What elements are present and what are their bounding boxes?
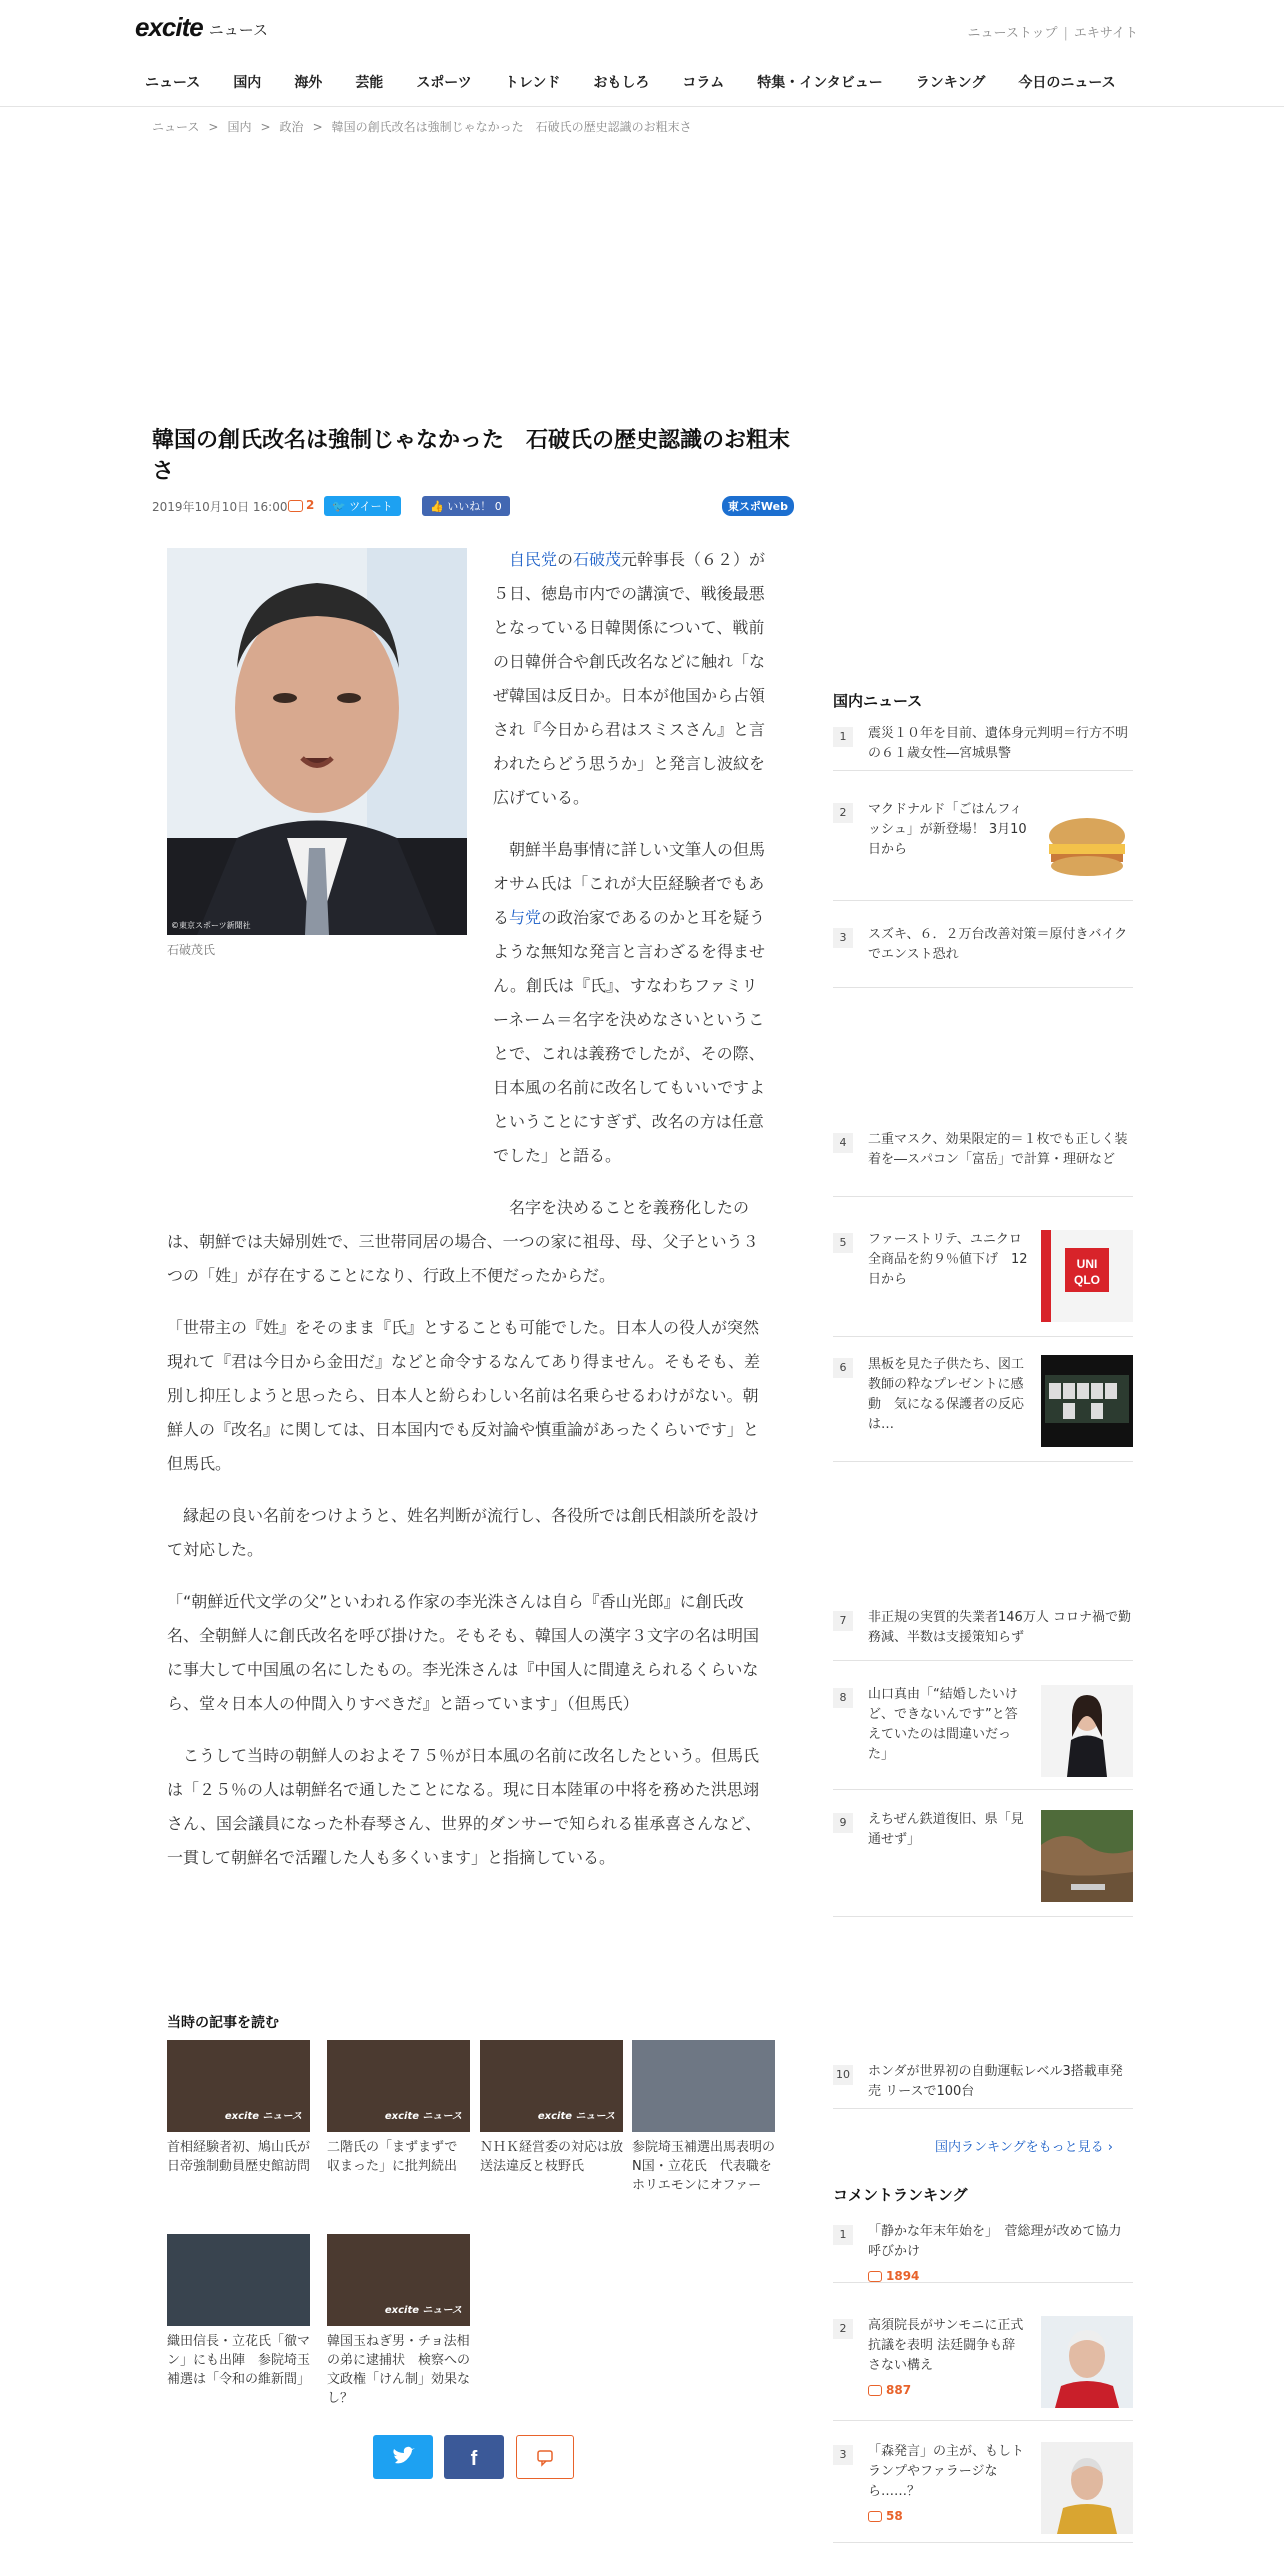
comment-icon [868,2385,882,2396]
article-paragraph: 「“朝鮮近代文学の父”といわれる作家の李光洙さんは自ら『香山光郎』に創氏改名、全朝鮮人に創氏改名を呼び掛けた。そもそも、韓国人の漢字３文字の名は明国に事大して中国風の名にしたもの。李光洙さんは『中国人に間違えられるくらいなら、堂々日本人の仲間入りすべきだ』と語っています」（但馬氏） [167,1592,760,1713]
breadcrumb-current: 韓国の創氏改名は強制じゃなかった 石破氏の歴史認識のお粗末さ [331,120,692,134]
comment-count: 58 [868,2506,1028,2526]
breadcrumb: ニュース > 国内 > 政治 > 韓国の創氏改名は強制じゃなかった 石破氏の歴史認識のお粗末さ [152,120,692,134]
related-thumb: excite ニュース [480,2040,623,2132]
related-card[interactable]: excite ニュース 首相経験者初、鳩山氏が日帝強制動員歴史館訪問 [167,2040,310,2176]
domestic-rank-item[interactable]: 3 スズキ、６．２万台改善対策＝原付きバイクでエンスト恐れ [833,925,1133,988]
nav-entertainment[interactable]: 芸能 [355,75,384,91]
ldp-link[interactable]: 自民党 [509,550,558,569]
domestic-news-title: 国内ニュース [833,692,923,710]
domestic-rank-item[interactable]: 6 黒板を見た子供たち、図工教師の粋なプレゼントに感動 気になる保護者の反応は… [833,1355,1133,1462]
domestic-rank-item[interactable]: 10 ホンダが世界初の自動運転レベル3搭載車発売 リースで100台 [833,2062,1133,2109]
article-paragraph: 縁起の良い名前をつけようと、姓名判断が流行し、各役所では創氏相談所を設けて対応した。 [167,1506,760,1559]
nav-today[interactable]: 今日のニュース [1018,75,1116,91]
related-card[interactable]: excite ニュース 二階氏の「まずまずで収まった」に批判続出 [327,2040,470,2176]
related-card[interactable]: 参院埼玉補選出馬表明のN国・立花氏 代表職をホリエモンにオファー [632,2040,775,2195]
related-thumb [167,2234,310,2326]
related-card[interactable]: 織田信長・立花氏「徹マン」にも出陣 参院埼玉補選は「令和の維新間」 [167,2234,310,2389]
blackboard-thumb [1041,1355,1133,1447]
landslide-thumb [1041,1810,1133,1902]
related-title: 当時の記事を読む [167,2015,279,2031]
twitter-icon [373,2435,433,2479]
ruling-party-link[interactable]: 与党 [509,908,542,927]
nav-funny[interactable]: おもしろ [593,75,650,91]
breadcrumb-item[interactable]: 政治 [279,120,304,134]
twitter-icon: 🐦 [332,500,346,513]
article-meta [152,496,794,516]
comment-count: 1894 [868,2266,1133,2286]
article-title: 韓国の創氏改名は強制じゃなかった 石破氏の歴史認識のお粗末さ [152,428,791,484]
source-badge[interactable]: 東スポWeb [722,496,794,516]
global-nav [145,72,1149,92]
comment-icon [868,2511,882,2522]
comment-ranking-title: コメントランキング [833,2186,968,2204]
domestic-rank-item[interactable]: 2 マクドナルド「ごはんフィッシュ」が新登場！ 3月10日から [833,800,1133,901]
header-links: ニューストップ | エキサイト [967,26,1138,41]
excite-logo: excite [135,12,203,42]
site-header [0,0,1284,107]
like-button[interactable]: 👍 いいね！ 0 [422,496,510,516]
article-paragraph: 朝鮮半島事情に詳しい文筆人の但馬オサム氏は「これが大臣経験者でもある与党の政治家であるのかと耳を疑うような無知な発言と言わざるを得ません。創氏は『氏』、すなわちファミリーネーム＝名字を決めなさいということで、これは義務でしたが、その際、日本風の名前に改名してもいいですよということにすぎず、改名の方は任意でした」と語る。 [493,840,766,1165]
share-twitter-button[interactable] [373,2435,433,2479]
svg-text:QLO: QLO [1074,1273,1100,1287]
thumbs-up-icon: 👍 [430,500,444,513]
photo-caption: 石破茂氏 [167,943,216,957]
burger-thumb [1041,800,1133,892]
comment-icon [868,2271,882,2282]
nav-column[interactable]: コラム [682,75,725,91]
comment-rank-item[interactable]: 1 「静かな年末年始を」 菅総理が改めて協力呼びかけ 1894 [833,2222,1133,2283]
comment-count: 887 [868,2380,1028,2400]
breadcrumb-item[interactable]: 国内 [227,120,252,134]
comment-rank-item[interactable]: 2 高須院長がサンモニに正式抗議を表明 法廷闘争も辞さない構え 887 [833,2316,1133,2421]
facebook-icon [444,2435,504,2479]
domestic-more-link[interactable]: 国内ランキングをもっと見る › [935,2140,1113,2155]
chevron-right-icon: › [1107,2140,1113,2155]
tweet-button[interactable]: 🐦 ツイート [324,496,401,516]
nav-trend[interactable]: トレンド [504,75,561,91]
nav-domestic[interactable]: 国内 [233,75,262,91]
person-thumb [1041,2316,1133,2408]
domestic-rank-item[interactable]: 1 震災１０年を目前、遺体身元判明＝行方不明の６１歳女性―宮城県警 [833,724,1133,771]
svg-text:f: f [470,2448,478,2470]
nav-sports[interactable]: スポーツ [416,75,472,91]
related-thumb: excite ニュース [327,2234,470,2326]
photo-spacer [167,543,493,1203]
nav-feature[interactable]: 特集・インタビュー [757,75,883,91]
svg-text:UNI: UNI [1076,1257,1098,1271]
site-logo[interactable] [135,12,268,43]
domestic-rank-item[interactable]: 5 ファーストリテ、ユニクロ全商品を約９％値下げ 12日から UNI QLO [833,1230,1133,1337]
uniqlo-thumb [1041,1230,1133,1322]
domestic-rank-item[interactable]: 7 非正規の実質的失業者146万人 コロナ禍で勤務減、半数は支援策知らず [833,1608,1133,1661]
breadcrumb-item[interactable]: ニュース [152,120,200,134]
related-card[interactable]: excite ニュース 韓国玉ねぎ男・チョ法相の弟に逮捕状 検察への文政権「けん制」効果なし？ [327,2234,470,2408]
related-card[interactable]: excite ニュース ＮＨＫ経営委の対応は放送法違反と枝野氏 [480,2040,623,2176]
article-paragraph: 自民党の石破茂元幹事長（６２）が５日、徳島市内での講演で、戦後最悪となっている日韓関係について、戦前の日韓併合や創氏改名などに触れ「なぜ韓国は反日か。日本が他国から占領され『今日から君はスミスさん』と言われたらどう思うか」と発言し波紋を広げている。 [493,550,766,807]
related-thumb [632,2040,775,2132]
article-paragraph: 「世帯主の『姓』をそのまま『氏』とすることも可能でした。日本人の役人が突然現れて『君は今日から金田だ』などと命令するなんてあり得ません。そもそも、差別し抑圧しようと思ったら、日本人と紛らわしい名前は名乗らせるわけがない。朝鮮人の『改名』に関しては、日本国内でも反対論や慎重論があったくらいです」と但馬氏。 [167,1318,760,1473]
related-thumb: excite ニュース [327,2040,470,2132]
comment-icon [517,2436,573,2478]
excite-link[interactable]: エキサイト [1073,26,1138,41]
article-date: 2019年10月10日 16:00 [152,500,288,514]
domestic-rank-item[interactable]: 8 山口真由「“結婚したいけど、できないんです”と答えていたのは間違いだった」 [833,1685,1133,1790]
person-thumb [1041,2442,1133,2534]
comment-rank-item[interactable]: 3 「森発言」の主が、もしトランプやファラージなら……？ 58 [833,2442,1133,2543]
domestic-rank-item[interactable]: 4 二重マスク、効果限定的＝１枚でも正しく装着を―スパコン「富岳」で計算・理研など [833,1130,1133,1197]
ishiba-link[interactable]: 石破茂 [573,550,622,569]
nav-news[interactable]: ニュース [145,75,201,91]
share-facebook-button[interactable] [444,2435,504,2479]
article-paragraph: 名字を決めることを義務化したのは、朝鮮では夫婦別姓で、三世帯同居の場合、一つの家に祖母、母、父子という３つの「姓」が存在することになり、行政上不便だったからだ。 [167,1198,759,1285]
article-body [167,543,767,1893]
comment-icon [288,500,303,512]
logo-sub: ニュース [208,21,268,39]
related-thumb: excite ニュース [167,2040,310,2132]
news-top-link[interactable]: ニューストップ [967,26,1058,41]
domestic-rank-item[interactable]: 9 えちぜん鉄道復旧、県「見通せず」 [833,1810,1133,1917]
photo-credit: ©東京スポーツ新聞社 [171,921,251,930]
article-paragraph: こうして当時の朝鮮人のおよそ７５％が日本風の名前に改名したという。但馬氏は「２５％の人は朝鮮名で通したことになる。現に日本陸軍の中将を務めた洪思翊さん、国会議員になった朴春琴さん、世界的ダンサーで知られる崔承喜さんなど、一貫して朝鮮名で活躍した人も多くいます」と指摘している。 [167,1746,762,1867]
person-thumb [1041,1685,1133,1777]
nav-ranking[interactable]: ランキング [915,75,986,91]
share-comment-button[interactable] [516,2435,574,2479]
comment-count[interactable]: 2 [288,498,314,512]
nav-world[interactable]: 海外 [294,75,323,91]
